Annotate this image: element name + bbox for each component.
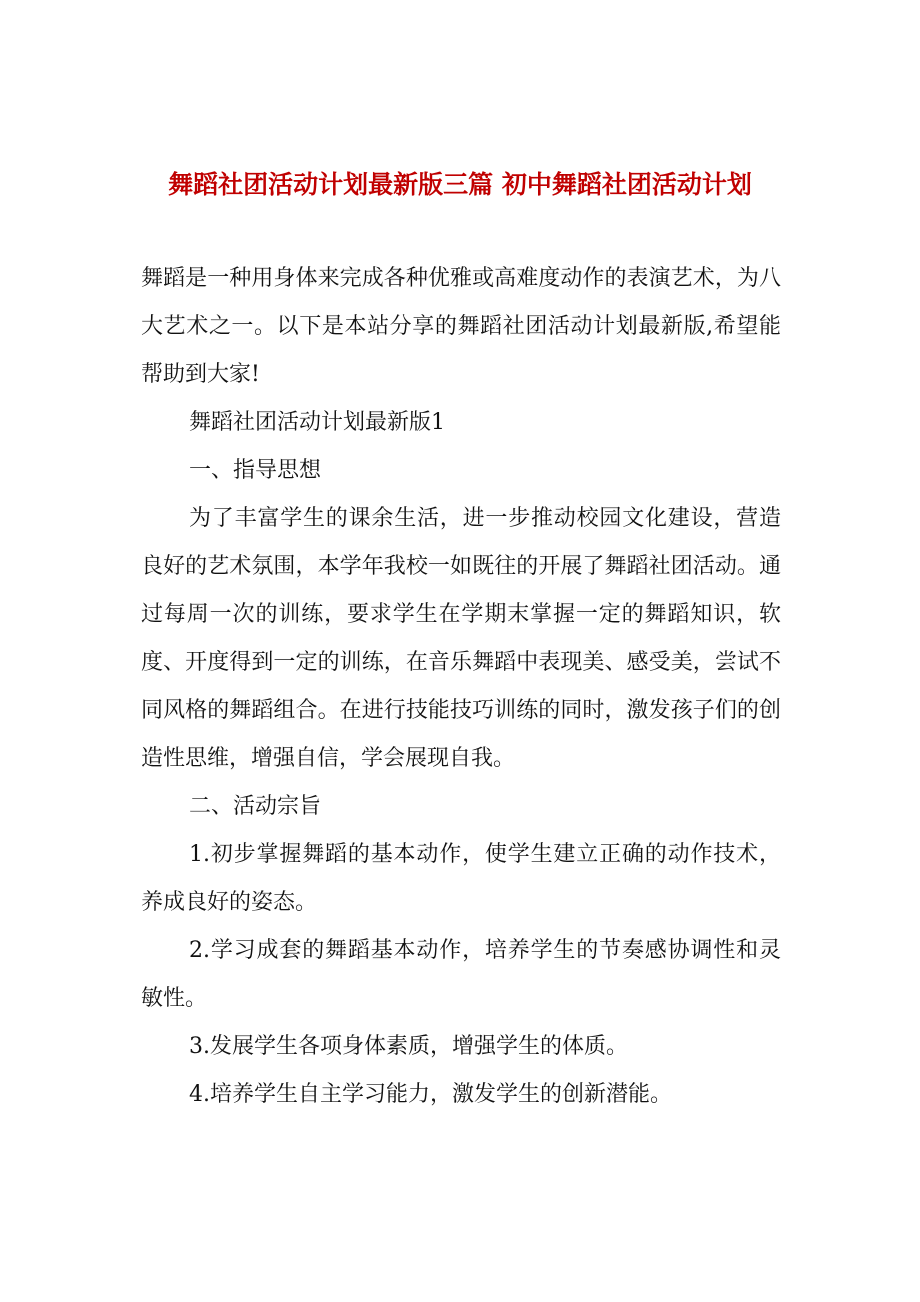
list-item: 4.培养学生自主学习能力，激发学生的创新潜能。 <box>189 1082 672 1107</box>
section-title: 舞蹈社团活动计划最新版1 <box>189 410 445 435</box>
guiding-thought-paragraph: 为了丰富学生的课余生活，进一步推动校园文化建设，营造良好的艺术氛围，本学年我校一如既往的开展了舞蹈社团活动。通过每周一次的训练，要求学生在学期末掌握一定的舞蹈知识，软度、开度得到一定的训练，在音乐舞蹈中表现美、感受美，尝试不同风格的舞蹈组合。在进行技能技巧训练的同时，激发孩子们的创造性思维，增强自信，学会展现自我。 <box>141 506 781 771</box>
intro-paragraph: 舞蹈是一种用身体来完成各种优雅或高难度动作的表演艺术，为八大艺术之一。以下是本站分享的舞蹈社团活动计划最新版,希望能帮助到大家! <box>141 266 781 387</box>
heading-activity-purpose: 二、活动宗旨 <box>189 794 322 819</box>
list-item: 1.初步掌握舞蹈的基本动作，使学生建立正确的动作技术，养成良好的姿态。 <box>141 842 781 915</box>
list-item: 2.学习成套的舞蹈基本动作，培养学生的节奏感协调性和灵敏性。 <box>141 938 781 1011</box>
heading-guiding-thought: 一、指导思想 <box>189 458 322 483</box>
document-title: 舞蹈社团活动计划最新版三篇 初中舞蹈社团活动计划 <box>168 170 752 199</box>
document-body <box>141 255 781 1119</box>
list-item: 3.发展学生各项身体素质，增强学生的体质。 <box>189 1034 628 1059</box>
